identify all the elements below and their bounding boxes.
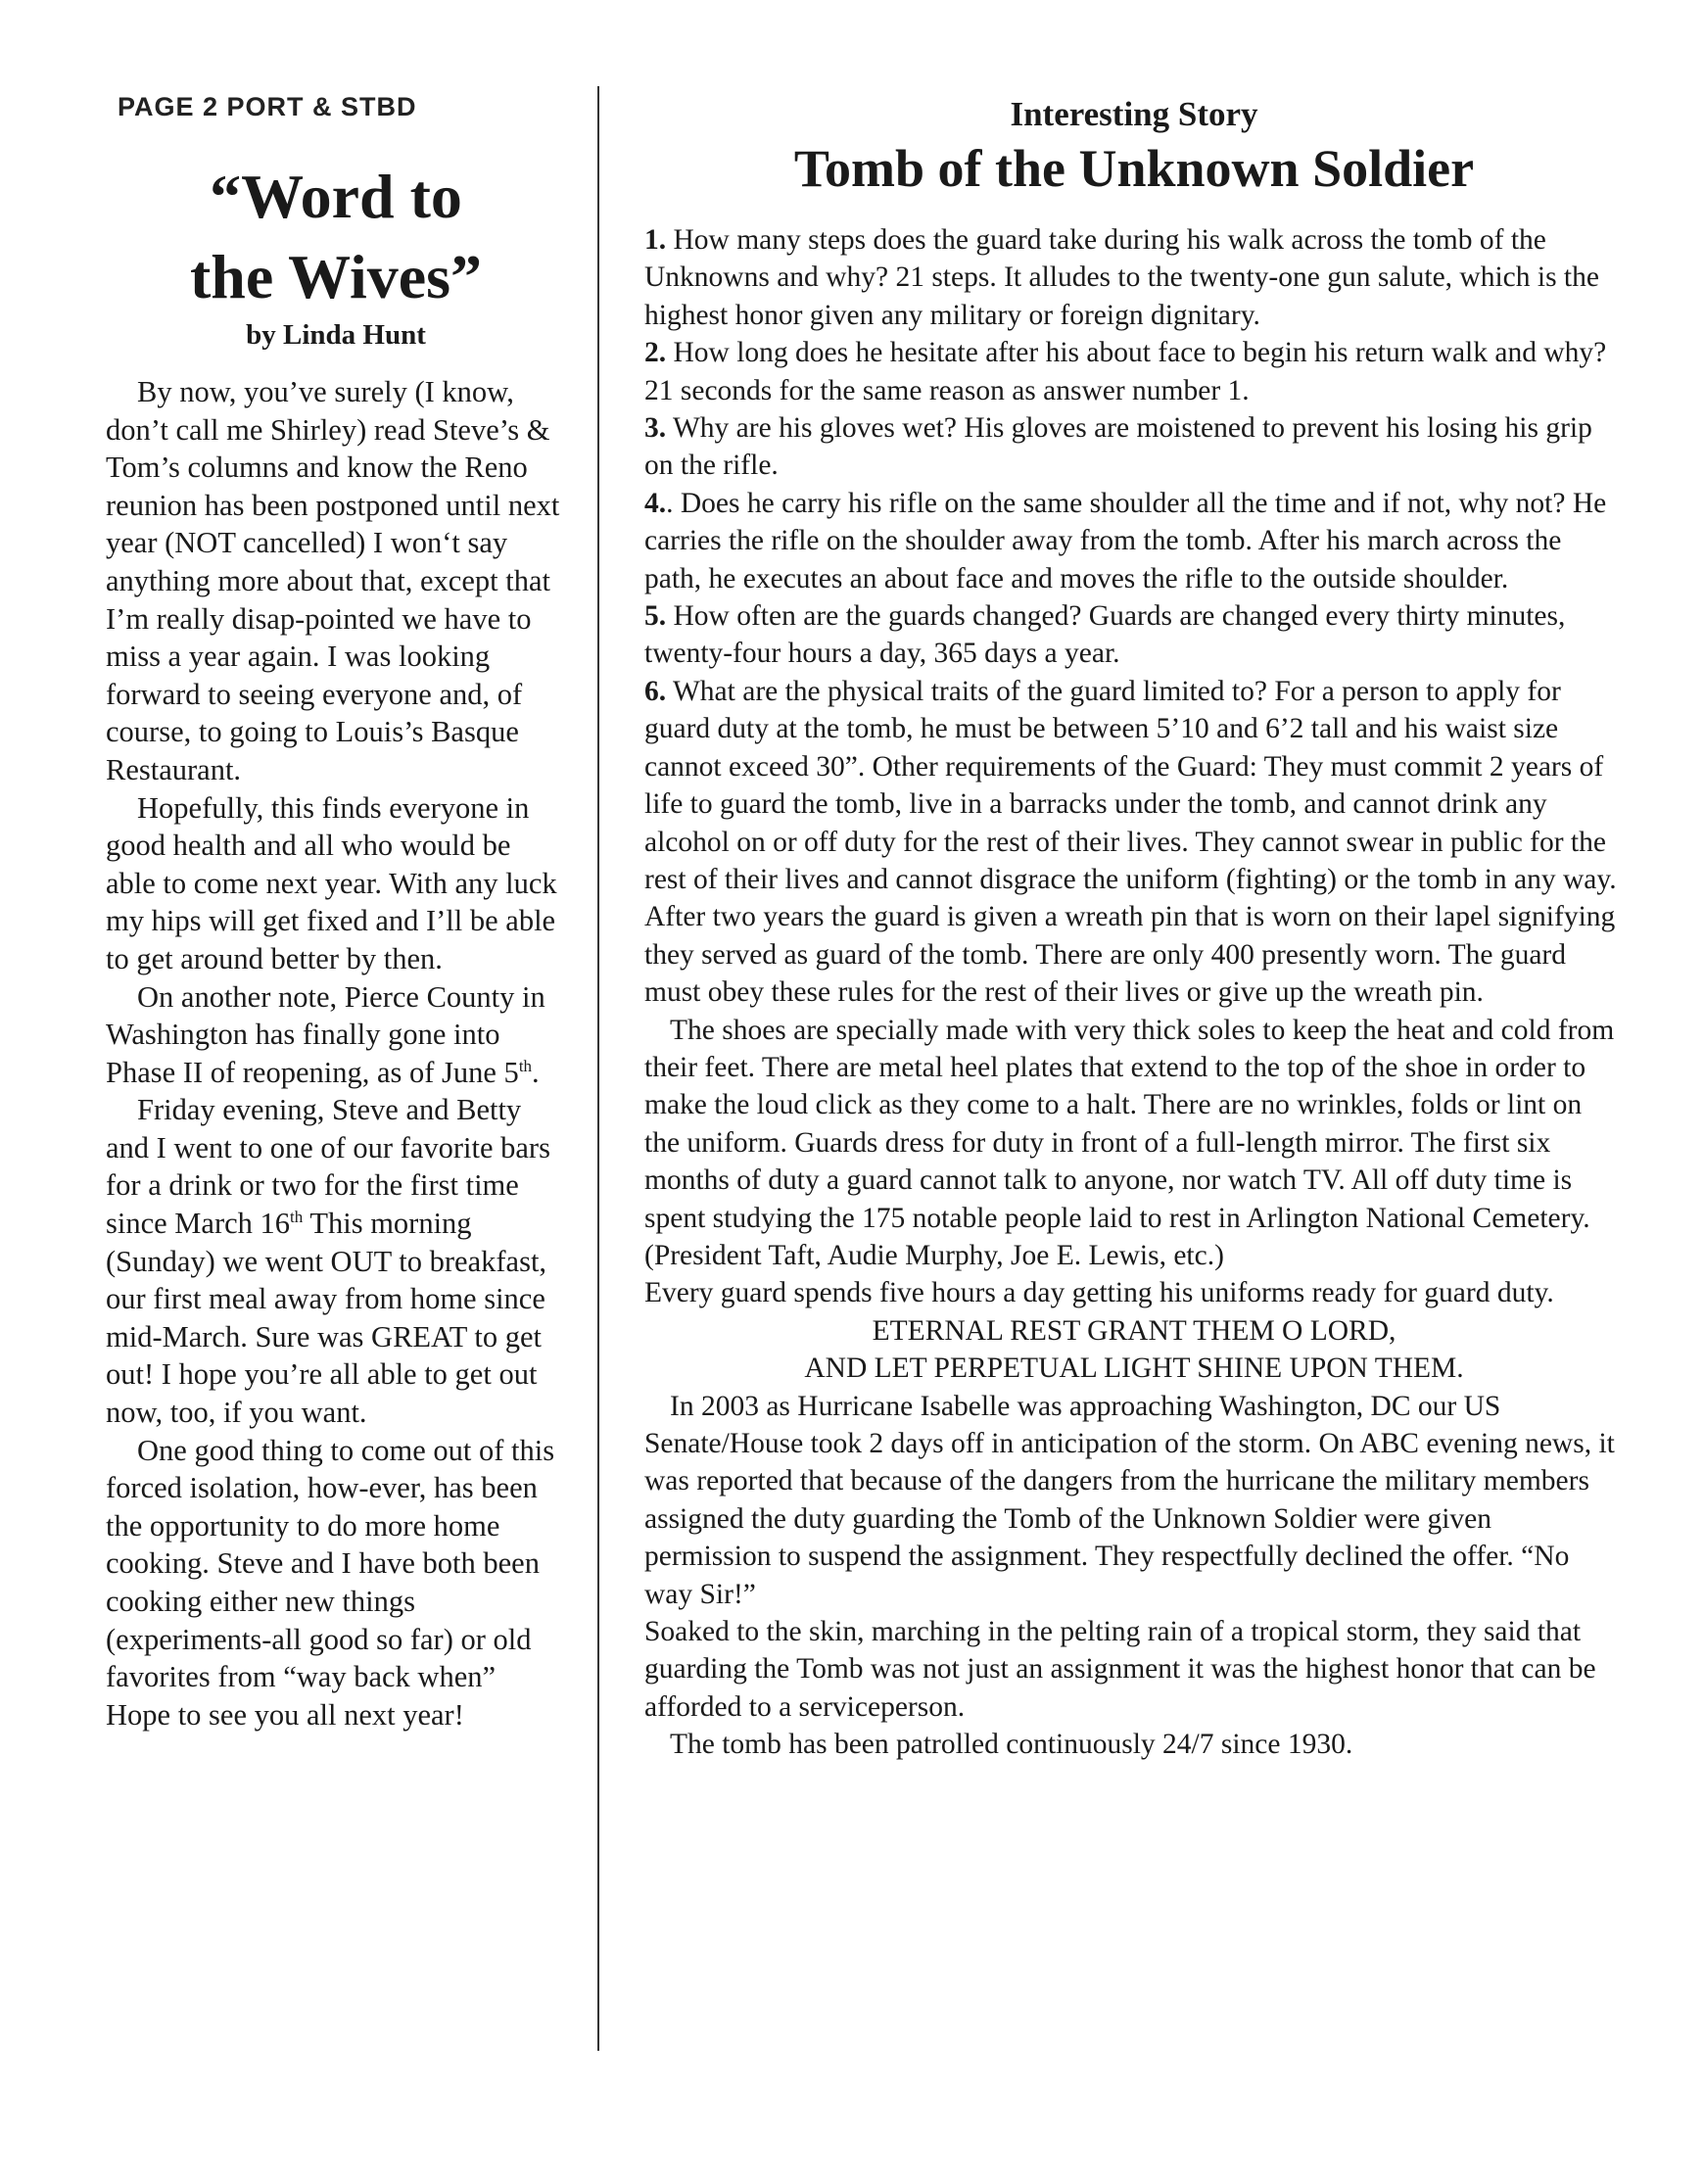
ordinal-suffix: th — [290, 1207, 304, 1226]
question-text: . Does he carry his rifle on the same shoulder all the time and if not, why not? He carries the rifle on the shoulder away from the tomb. After his march across the path, he executes an about face and moves the rifle to the outside shoulder. — [644, 487, 1607, 594]
story-title: Tomb of the Unknown Soldier — [793, 139, 1475, 198]
column-paragraph-5: One good thing to come out of this forced isolation, how-ever, has been the opportunity to do more home cooking. Steve and I have both been cooking either new things (experiments-all good so far) or old favorites from “way back when” Hope to see you all next year! — [106, 1433, 555, 1732]
question-number: 2. — [644, 337, 667, 369]
question-number: 3. — [644, 412, 667, 445]
column-title — [106, 157, 566, 317]
column-title-line1: “Word to — [210, 162, 462, 231]
question-text: How often are the guards changed? Guards are changed every thirty minutes, twenty-four hours a day, 365 days a year. — [644, 600, 1566, 670]
column-paragraph-2: Hopefully, this finds everyone in good health and all who would be able to come next year. With any luck my hips will get fixed and I’ll be able to get around better by then. — [106, 790, 557, 975]
story-kicker: Interesting Story — [1010, 95, 1258, 133]
prayer-line-1: ETERNAL REST GRANT THEM O LORD, — [872, 1314, 1396, 1347]
question-number: 6. — [644, 675, 667, 707]
paragraph-text: Friday evening, Steve and Betty and I went to one of our favorite bars for a drink or two for the first time since March 16 — [106, 1093, 550, 1241]
question-text: What are the physical traits of the guard limited to? For a person to apply for guard duty at the tomb, he must be between 5’10 and 6’2 tall and his waist size cannot exceed 30”. Other requirements of the Guard: They must commit 2 years of life to guard the tomb, live in a barracks under the tomb, and cannot drink any alcohol on or off duty for the rest of their lives. They cannot swear in public for the rest of their lives and cannot disgrace the uniform (fighting) or the tomb in any way. After two years the guard is given a wreath pin that is worn on their lapel signifying they served as guard of the tomb. There are only 400 presently worn. The guard must obey these rules for the rest of their lives or give up the wreath pin. — [644, 675, 1617, 1009]
tomb-story — [644, 94, 1624, 1764]
column-paragraph-3 — [106, 978, 566, 1092]
patrolled-paragraph: The tomb has been patrolled continuously 24/7 since 1930. — [670, 1729, 1353, 1761]
question-text: Why are his gloves wet? His gloves are moistened to prevent his losing his grip on the rifle. — [644, 412, 1592, 482]
paragraph-text: . — [532, 1055, 540, 1089]
question-6 — [644, 673, 1624, 1012]
question-1 — [644, 221, 1624, 334]
question-text: How many steps does the guard take during his walk across the tomb of the Unknowns and why? 21 steps. It alludes to the twenty-one gun salute, which is the highest honor given any military or foreign dignitary. — [644, 224, 1599, 331]
column-byline: by Linda Hunt — [246, 319, 426, 351]
column-title-line2: the Wives” — [189, 242, 483, 311]
uniforms-paragraph: Every guard spends five hours a day getting his uniforms ready for guard duty. — [644, 1277, 1554, 1309]
paragraph-text: This morning (Sunday) we went OUT to breakfast, our first meal away from home since mid-March. Sure was GREAT to get out! I hope you’re all able to get out now, too, if you want. — [106, 1207, 547, 1430]
word-to-wives-column — [106, 157, 566, 1733]
shoes-paragraph: The shoes are specially made with very thick soles to keep the heat and cold from their feet. There are metal heel plates that extend to the top of the shoe in order to make the loud click as they come to a halt. There are no wrinkles, folds or lint on the uniform. Guards dress for duty in front of a full-length mirror. The first six months of duty a guard cannot talk to anyone, nor watch TV. All off duty time is spent studying the 175 notable people laid to rest in Arlington National Cemetery. (President Taft, Audie Murphy, Joe E. Lewis, etc.) — [644, 1014, 1615, 1271]
question-3 — [644, 409, 1624, 485]
question-number: 1. — [644, 224, 667, 256]
ordinal-suffix: th — [518, 1056, 533, 1075]
question-4 — [644, 485, 1624, 597]
question-2 — [644, 334, 1624, 409]
prayer-line-2: AND LET PERPETUAL LIGHT SHINE UPON THEM. — [804, 1353, 1464, 1385]
column-paragraph-4 — [106, 1091, 566, 1431]
page-label: PAGE 2 PORT & STBD — [118, 92, 417, 121]
column-divider — [597, 86, 599, 2051]
question-number: 5. — [644, 600, 667, 633]
question-5 — [644, 597, 1624, 673]
column-paragraph-1: By now, you’ve surely (I know, don’t call me Shirley) read Steve’s & Tom’s columns and know the Reno reunion has been postponed until next year (NOT cancelled) I won‘t say anything more about that, except that I’m really disap-pointed we have to miss a year again. I was looking forward to seeing everyone and, of course, to going to Louis’s Basque Restaurant. — [106, 375, 560, 786]
soaked-paragraph: Soaked to the skin, marching in the pelting rain of a tropical storm, they said that guarding the Tomb was not just an assignment it was the highest honor that can be afforded to a serviceperson. — [644, 1616, 1596, 1723]
hurricane-paragraph: In 2003 as Hurricane Isabelle was approaching Washington, DC our US Senate/House took 2 days off in anticipation of the storm. On ABC evening news, it was reported that because of the dangers from the hurricane the military members assigned the duty guarding the Tomb of the Unknown Soldier were given permission to suspend the assignment. They respectfully declined the offer. “No way Sir!” — [644, 1390, 1615, 1610]
question-number: 4. — [644, 487, 667, 519]
question-text: How long does he hesitate after his about face to begin his return walk and why? 21 seconds for the same reason as answer number 1. — [644, 337, 1607, 406]
paragraph-text: On another note, Pierce County in Washington has finally gone into Phase II of reopening, as of June 5 — [106, 979, 545, 1089]
